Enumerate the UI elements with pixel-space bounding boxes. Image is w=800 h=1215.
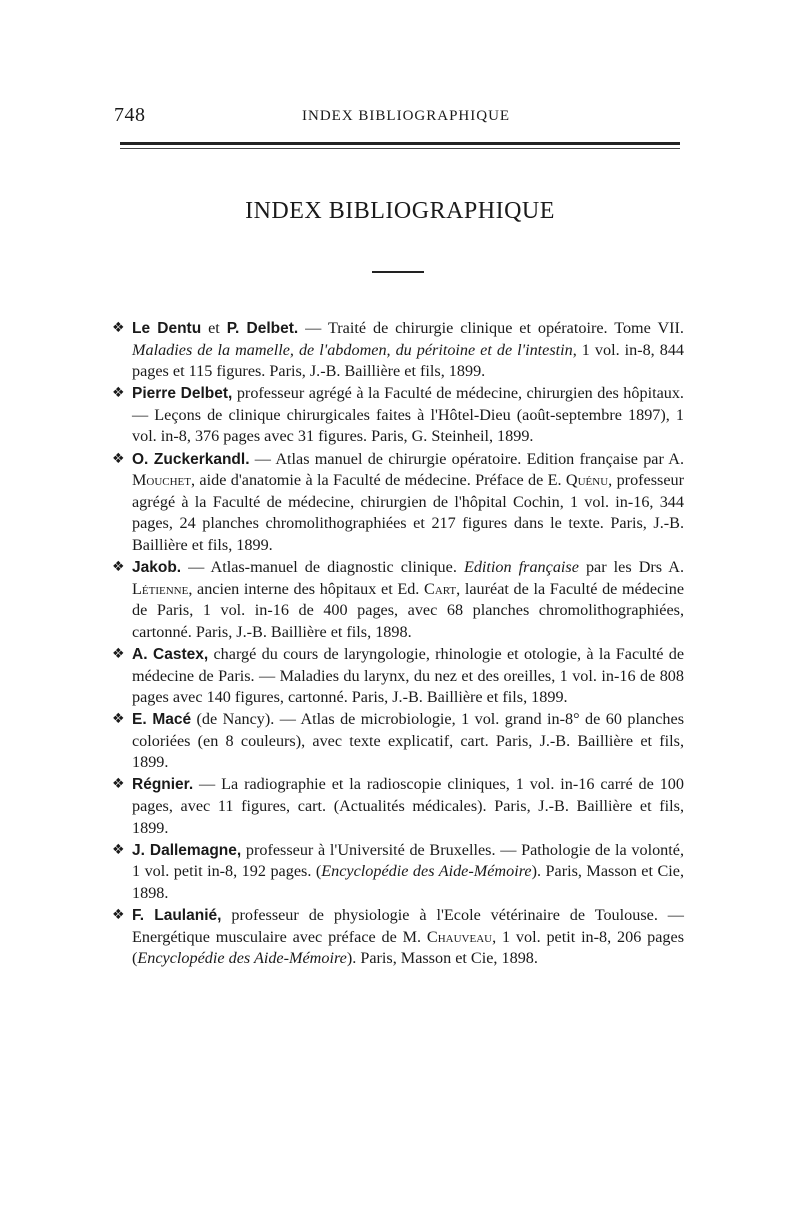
bibliography-entry: ❖ Jakob. — Atlas-manuel de diagnostic clinique. Edition française par les Drs A. Létienne, ancien interne des hôpitaux et Ed. Cart, lauréat de la Faculté de médecine de Paris, 1 vol. in-16 de 400 pages, avec 68 planches chromolithographiées, cartonné. Paris, J.-B. Baillière et fils, 1898.	[112, 558, 685, 641]
entry-italic: Edition française	[463, 558, 579, 577]
title-rule	[372, 271, 424, 273]
entry-smallcaps: Chauveau	[426, 927, 493, 946]
running-head: INDEX BIBLIOGRAPHIQUE	[302, 108, 511, 124]
entry-smallcaps: Mouchet	[132, 471, 192, 490]
bibliography-entry: ❖ Régnier. — La radiographie et la radioscopie cliniques, 1 vol. in-16 carré de 100 pages, avec 11 figures, cart. (Actualités médicales). Paris, J.-B. Baillière et fils, 1899.	[112, 775, 684, 837]
bullet-icon: ❖	[112, 841, 125, 858]
bullet-icon: ❖	[112, 907, 125, 924]
bibliography-entry: ❖ J. Dallemagne, professeur à l'Université de Bruxelles. — Pathologie de la volonté, 1 vol. petit in-8, 192 pages. (Encyclopédie des Aide-Mémoire). Paris, Masson et Cie, 1898.	[112, 840, 684, 902]
bibliography-entry: ❖ E. Macé (de Nancy). — Atlas de microbiologie, 1 vol. grand in-8° de 60 planches coloriées (en 8 couleurs), avec texte explicatif, cart. Paris, J.-B. Baillière et fils, 1899.	[112, 710, 684, 772]
entry-smallcaps: Létienne	[132, 579, 189, 598]
entry-smallcaps: Cart	[424, 579, 457, 598]
entry-italic: Encyclopédie des Aide-Mémoire	[137, 949, 347, 968]
page-title: INDEX BIBLIOGRAPHIQUE	[245, 198, 555, 224]
entry-italic: Maladies de la mamelle, de l'abdomen, du péritoine et de l'intestin	[132, 340, 573, 359]
bullet-icon: ❖	[112, 776, 125, 793]
entry-author: E. Macé	[132, 711, 192, 729]
bullet-icon: ❖	[112, 711, 125, 728]
bibliography-entry: ❖ Le Dentu et P. Delbet. — Traité de chirurgie clinique et opératoire. Tome VII. Maladies de la mamelle, de l'abdomen, du péritoine et de l'intestin, 1 vol. in-8, 844 pages et 115 figures. Paris, J.-B. Baillière et fils, 1899.	[112, 319, 685, 381]
bibliography-list	[112, 318, 685, 970]
entry-italic: Encyclopédie des Aide-Mémoire	[321, 862, 532, 881]
header-rule	[120, 142, 680, 145]
entry-author: J. Dallemagne,	[132, 841, 242, 859]
entry-author: Pierre Delbet,	[132, 385, 233, 403]
entry-author: P. Delbet.	[226, 320, 299, 337]
entry-author: Le Dentu	[132, 320, 202, 337]
header-rule-thin	[120, 148, 680, 149]
entry-author: O. Zuckerkandl.	[132, 450, 250, 468]
entry-author: Régnier.	[132, 776, 194, 794]
entry-smallcaps: Quénu	[565, 471, 609, 490]
bullet-icon: ❖	[112, 559, 125, 576]
bibliography-entry: ❖ F. Laulanié, professeur de physiologie à l'Ecole vétérinaire de Toulouse. — Energétique musculaire avec préface de M. Chauveau, 1 vol. petit in-8, 206 pages (Encyclopédie des Aide-Mémoire). Paris, Masson et Cie, 1898.	[112, 906, 684, 968]
entry-author: F. Laulanié,	[132, 907, 222, 925]
bullet-icon: ❖	[112, 645, 125, 662]
page-header	[114, 104, 679, 128]
entry-author: Jakob.	[132, 559, 182, 577]
bullet-icon: ❖	[112, 450, 125, 467]
bullet-icon: ❖	[112, 320, 125, 336]
page-number: 748	[114, 104, 146, 126]
bibliography-entry: ❖ O. Zuckerkandl. — Atlas manuel de chirurgie opératoire. Edition française par A. Mouchet, aide d'anatomie à la Faculté de médecine. Préface de E. Quénu, professeur agrégé à la Faculté de médecine, chirurgien de l'hôpital Cochin, 1 vol. in-16, 344 pages, 24 planches chromolithographiées et 217 figures dans le texte. Paris, J.-B. Baillière et fils, 1899.	[112, 449, 685, 554]
bibliography-entry: ❖ Pierre Delbet, professeur agrégé à la Faculté de médecine, chirurgien des hôpitaux. — Leçons de clinique chirurgicales faites à l'Hôtel-Dieu (août-septembre 1897), 1 vol. in-8, 376 pages avec 31 figures. Paris, G. Steinheil, 1899.	[112, 384, 684, 446]
entry-author: A. Castex,	[132, 645, 209, 663]
bullet-icon: ❖	[112, 385, 125, 402]
bibliography-entry: ❖ A. Castex, chargé du cours de laryngologie, rhinologie et otologie, à la Faculté de médecine de Paris. — Maladies du larynx, du nez et des oreilles, 1 vol. in-16 de 808 pages avec 140 figures, cartonné. Paris, J.-B. Baillière et fils, 1899.	[112, 644, 685, 707]
